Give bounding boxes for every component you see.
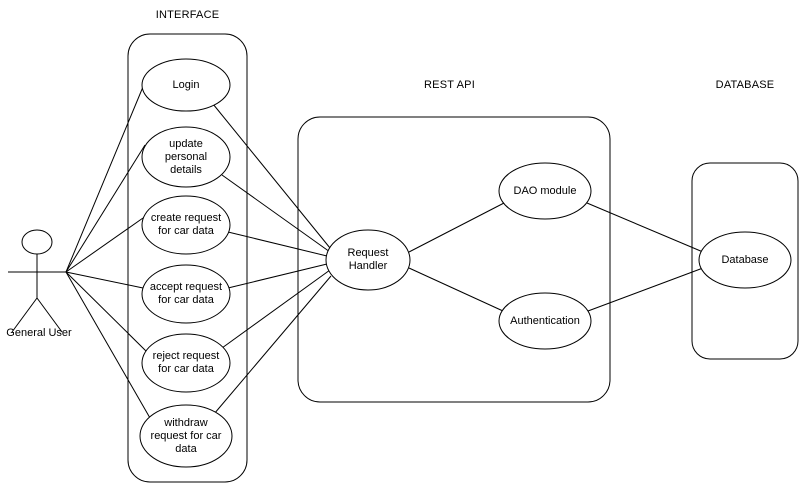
node-label-request-handler: Request Handler [347, 247, 389, 272]
actor-head [22, 230, 52, 254]
node-accept-request-for-car-data[interactable] [142, 265, 230, 323]
node-withdraw-request-for-car-data[interactable] [140, 405, 232, 467]
node-label-database: Database [721, 253, 769, 266]
node-request-handler[interactable] [326, 230, 410, 290]
group-title-interface: INTERFACE [155, 9, 220, 21]
actor-label-general-user: General User [6, 327, 72, 339]
node-label-accept-request-for-car-data: accept request for car data [149, 281, 223, 306]
node-label-create-request-for-car-data: create request for car data [150, 212, 222, 237]
node-database[interactable] [699, 232, 791, 288]
node-update-personal-details[interactable] [142, 127, 230, 187]
group-title-rest-api: REST API [424, 79, 475, 91]
group-boxes-layer [128, 34, 798, 482]
node-label-authentication: Authentication [510, 314, 580, 327]
node-label-dao-module: DAO module [513, 184, 577, 197]
node-label-update-personal-details: update personal details [164, 137, 208, 176]
node-login[interactable] [142, 59, 230, 111]
node-label-withdraw-request-for-car-data: withdraw request for car data [150, 416, 222, 455]
node-create-request-for-car-data[interactable] [142, 196, 230, 254]
actor-layer [8, 230, 66, 332]
node-label-login: Login [172, 78, 200, 91]
node-authentication[interactable] [499, 293, 591, 349]
node-label-reject-request-for-car-data: reject request for car data [152, 350, 220, 375]
node-reject-request-for-car-data[interactable] [142, 334, 230, 392]
node-dao-module[interactable] [499, 163, 591, 219]
group-title-database-box: DATABASE [715, 79, 775, 91]
